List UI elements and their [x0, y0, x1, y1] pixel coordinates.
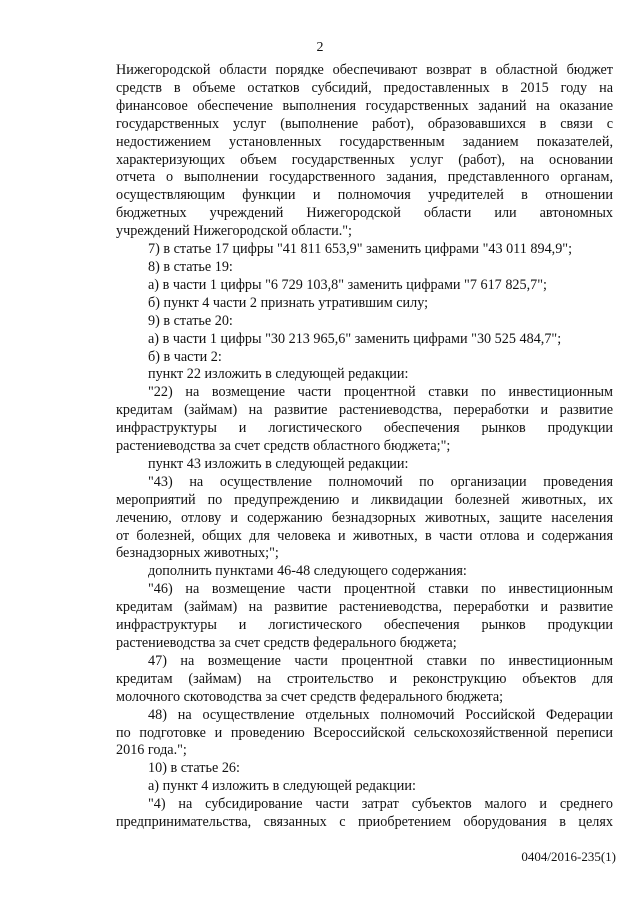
text-line: молочного скотоводства за счет средств федерального бюджета; — [116, 688, 504, 705]
text-line: бюджетных учреждений Нижегородской области или автономных — [116, 205, 613, 222]
text-line: лечению, отлову и содержанию безнадзорных животных, защите населения — [116, 509, 613, 526]
text-line: 47) на возмещение части процентной ставки по инвестиционным — [148, 652, 613, 669]
text-line: пункт 22 изложить в следующей редакции: — [148, 366, 409, 383]
text-line: характеризующих объем государственных услуг (работ), на основании — [116, 151, 613, 168]
text-line: государственных услуг (выполнение работ), образовавшихся в связи с — [116, 115, 613, 132]
text-line: мероприятий по предупреждению и ликвидации болезней животных, их — [116, 491, 613, 508]
text-line: учреждений Нижегородской области."; — [116, 223, 352, 240]
text-line: отчета о выполнении государственного задания, представленного органам, — [116, 169, 613, 186]
text-line: 7) в статье 17 цифры "41 811 653,9" заменить цифрами "43 011 894,9"; — [148, 241, 573, 258]
text-line: 8) в статье 19: — [148, 258, 233, 275]
text-line: кредитам (займам) на развитие растениеводства, переработки и развитие — [116, 599, 613, 616]
text-line: растениеводства за счет средств областного бюджета;"; — [116, 438, 451, 455]
text-line: "46) на возмещение части процентной ставки по инвестиционным — [148, 581, 613, 598]
text-line: "43) на осуществление полномочий по организации проведения — [148, 473, 613, 490]
page-number: 2 — [316, 40, 324, 55]
text-line: 9) в статье 20: — [148, 312, 233, 329]
text-line: безнадзорных животных;"; — [116, 545, 279, 562]
text-line: а) пункт 4 изложить в следующей редакции: — [148, 778, 416, 795]
text-line: б) в части 2: — [148, 348, 222, 365]
text-line: недостижением установленных государственным заданием показателей, — [116, 133, 613, 150]
text-line: по подготовке и проведению Всероссийской сельскохозяйственной переписи — [116, 724, 613, 741]
text-line: средств в объеме остатков субсидий, предоставленных в 2015 году на — [116, 79, 613, 96]
text-line: "22) на возмещение части процентной ставки по инвестиционным — [148, 384, 613, 401]
text-line: "4) на субсидирование части затрат субъектов малого и среднего — [148, 796, 613, 813]
text-line: Нижегородской области порядке обеспечивают возврат в областной бюджет — [116, 62, 613, 78]
document-body — [116, 62, 613, 832]
text-line: инфраструктуры и логистического обеспечения рынков продукции — [116, 617, 613, 634]
text-line: а) в части 1 цифры "6 729 103,8" заменить цифрами "7 617 825,7"; — [148, 276, 547, 293]
text-line: кредитам (займам) на развитие растениеводства, переработки и развитие — [116, 402, 613, 419]
text-line: 2016 года."; — [116, 742, 187, 759]
document-code: 0404/2016-235(1) — [521, 849, 616, 864]
text-line: пункт 43 изложить в следующей редакции: — [148, 455, 409, 472]
text-line: растениеводства за счет средств федерального бюджета; — [116, 635, 457, 651]
text-line: инфраструктуры и логистического обеспечения рынков продукции — [116, 420, 613, 437]
text-line: кредитам (займам) на строительство и реконструкцию объектов для — [116, 670, 613, 687]
text-line: а) в части 1 цифры "30 213 965,6" заменить цифрами "30 525 484,7"; — [148, 330, 562, 347]
text-line: 48) на осуществление отдельных полномочий Российской Федерации — [148, 706, 613, 723]
text-line: дополнить пунктами 46-48 следующего содержания: — [148, 563, 467, 580]
text-line: осуществляющим функции и полномочия учредителей в отношении — [116, 187, 613, 204]
text-line: предпринимательства, связанных с приобретением оборудования в целях — [116, 814, 613, 831]
text-line: от болезней, общих для человека и животных, в части отлова и содержания — [116, 527, 613, 544]
text-line: б) пункт 4 части 2 признать утратившим силу; — [148, 294, 429, 311]
text-line: финансовое обеспечение выполнения государственных заданий на оказание — [116, 97, 613, 114]
text-line: 10) в статье 26: — [148, 760, 240, 777]
